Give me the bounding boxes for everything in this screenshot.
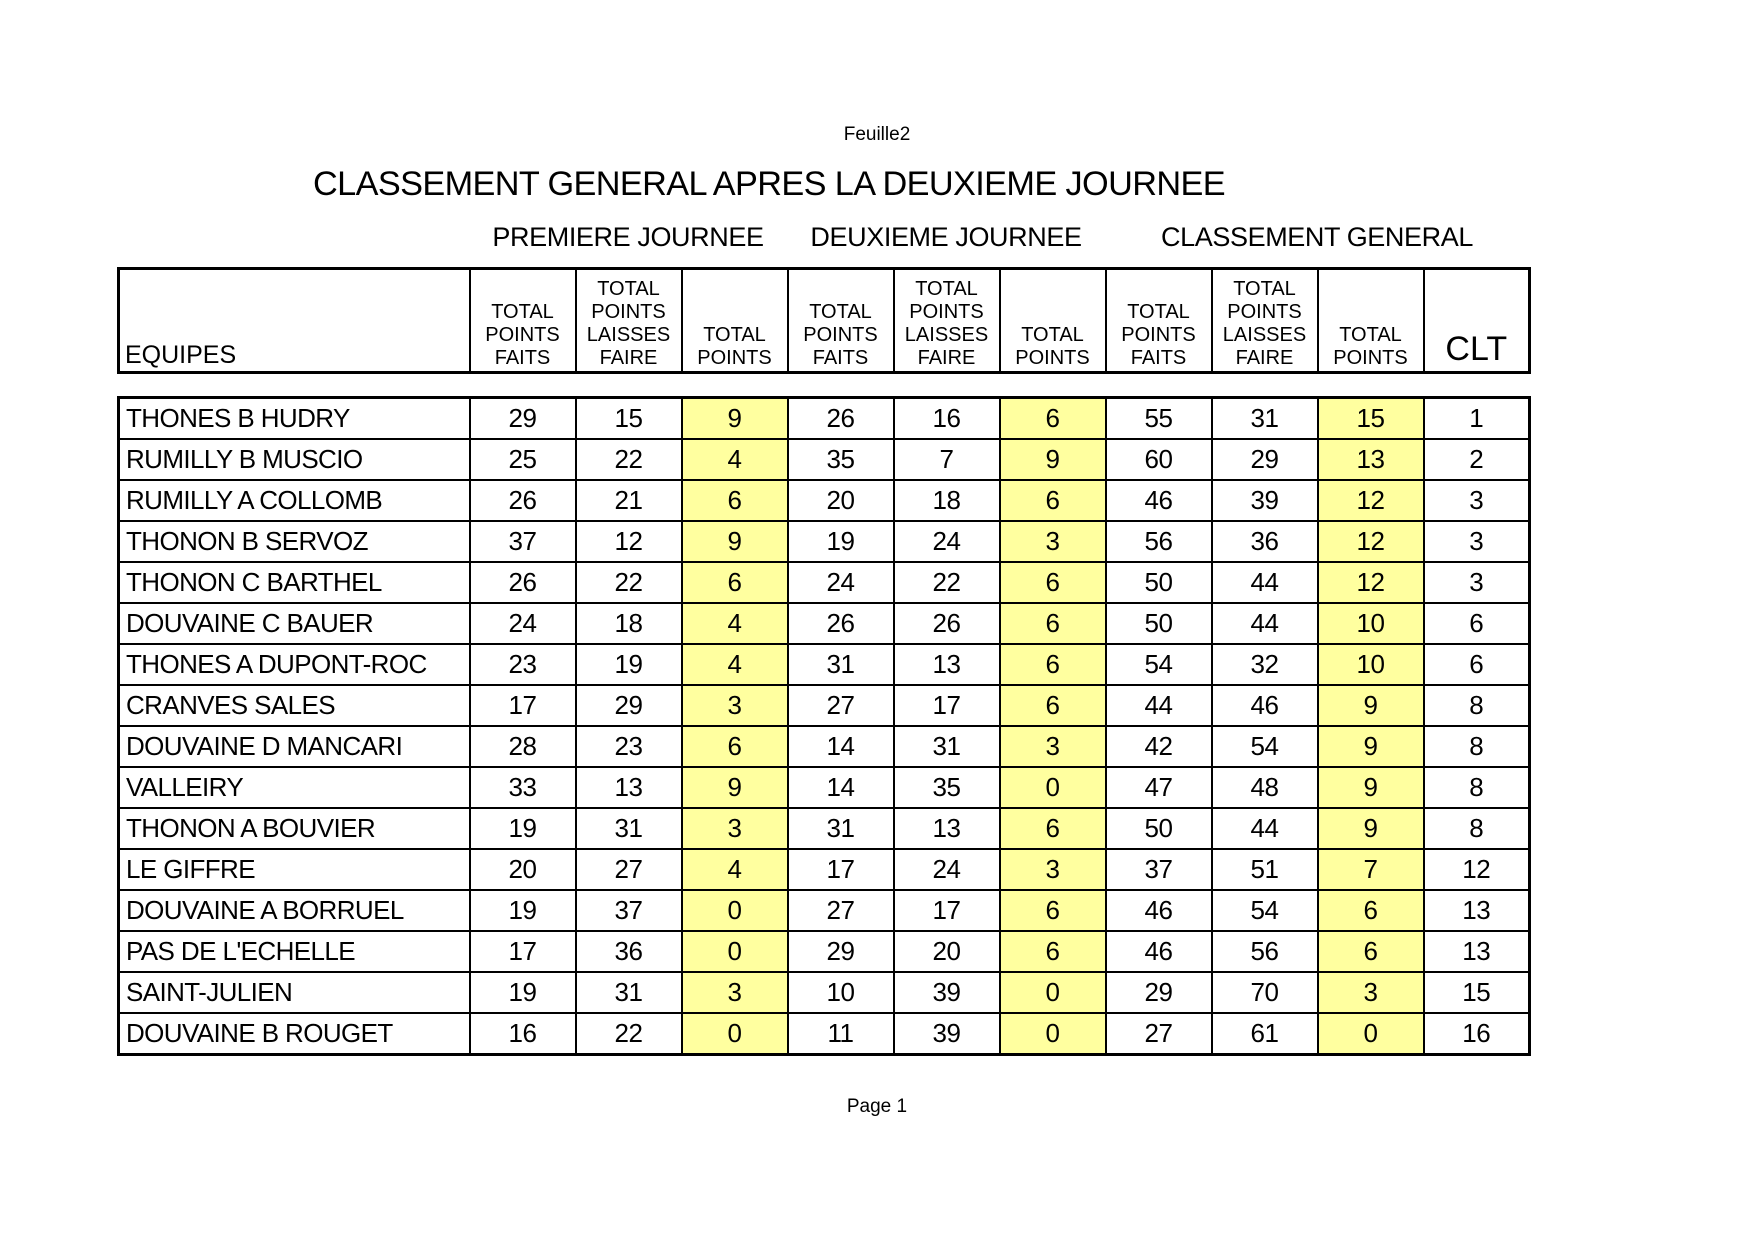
points-laisses-cell-j1: 29 [576, 685, 682, 726]
standings-table [117, 396, 1531, 1056]
total-points-cell-j1: 6 [682, 726, 788, 767]
total-points-cell-j1: 0 [682, 931, 788, 972]
points-laisses-cell-gen: 36 [1212, 521, 1318, 562]
points-faits-cell-j1: 29 [470, 398, 576, 440]
total-points-cell-gen: 13 [1318, 439, 1424, 480]
points-faits-cell-j1: 16 [470, 1013, 576, 1055]
column-header-points-faits-j2 [788, 269, 894, 373]
points-laisses-cell-gen: 54 [1212, 726, 1318, 767]
table-row [119, 398, 1530, 440]
total-points-cell-j2: 6 [1000, 685, 1106, 726]
points-laisses-cell-gen: 32 [1212, 644, 1318, 685]
total-points-cell-gen: 9 [1318, 685, 1424, 726]
points-faits-cell-j1: 28 [470, 726, 576, 767]
total-points-cell-j2: 6 [1000, 931, 1106, 972]
column-header-total-points-j2 [1000, 269, 1106, 373]
header-row [119, 269, 1530, 373]
header-line: POINTS [909, 301, 984, 323]
points-laisses-cell-j1: 31 [576, 972, 682, 1013]
total-points-cell-gen: 10 [1318, 644, 1424, 685]
points-faits-cell-gen: 60 [1106, 439, 1212, 480]
points-faits-cell-j1: 33 [470, 767, 576, 808]
column-header-points-laisses-gen [1212, 269, 1318, 373]
points-laisses-cell-j2: 35 [894, 767, 1000, 808]
points-laisses-cell-gen: 61 [1212, 1013, 1318, 1055]
total-points-cell-j1: 3 [682, 972, 788, 1013]
points-faits-cell-j1: 24 [470, 603, 576, 644]
total-points-cell-j2: 6 [1000, 603, 1106, 644]
points-faits-cell-j2: 19 [788, 521, 894, 562]
points-faits-cell-gen: 50 [1106, 603, 1212, 644]
section-heading-classement-general: CLASSEMENT GENERAL [1161, 222, 1473, 252]
points-laisses-cell-gen: 44 [1212, 603, 1318, 644]
points-faits-cell-gen: 55 [1106, 398, 1212, 440]
points-faits-cell-j2: 14 [788, 767, 894, 808]
total-points-cell-j2: 3 [1000, 521, 1106, 562]
column-header-total-points-j1 [682, 269, 788, 373]
points-faits-cell-gen: 47 [1106, 767, 1212, 808]
total-points-cell-gen: 15 [1318, 398, 1424, 440]
header-line: TOTAL [1339, 324, 1402, 346]
points-laisses-cell-j2: 17 [894, 685, 1000, 726]
column-header-points-faits-gen [1106, 269, 1212, 373]
sheet-name: Feuille2 [843, 124, 911, 145]
rank-cell: 3 [1424, 562, 1530, 603]
points-faits-cell-gen: 37 [1106, 849, 1212, 890]
header-line: TOTAL [1233, 278, 1296, 300]
header-line: FAIRE [1235, 347, 1294, 369]
points-laisses-cell-gen: 46 [1212, 685, 1318, 726]
points-laisses-cell-j2: 39 [894, 972, 1000, 1013]
points-faits-cell-gen: 46 [1106, 890, 1212, 931]
points-laisses-cell-j1: 37 [576, 890, 682, 931]
total-points-cell-j1: 9 [682, 398, 788, 440]
total-points-cell-j1: 9 [682, 767, 788, 808]
rank-cell: 8 [1424, 685, 1530, 726]
team-name-cell: VALLEIRY [119, 767, 470, 808]
total-points-cell-j2: 6 [1000, 890, 1106, 931]
header-line: LAISSES [1222, 324, 1307, 346]
column-header-points-faits-j1 [470, 269, 576, 373]
points-laisses-cell-j2: 20 [894, 931, 1000, 972]
points-faits-cell-gen: 27 [1106, 1013, 1212, 1055]
points-faits-cell-j2: 20 [788, 480, 894, 521]
column-header-total-points-gen [1318, 269, 1424, 373]
points-laisses-cell-j2: 39 [894, 1013, 1000, 1055]
header-line: TOTAL [915, 278, 978, 300]
team-name-cell: THONES B HUDRY [119, 398, 470, 440]
team-name-cell: PAS DE L'ECHELLE [119, 931, 470, 972]
team-name-cell: THONON B SERVOZ [119, 521, 470, 562]
points-faits-cell-gen: 54 [1106, 644, 1212, 685]
header-line: POINTS [697, 347, 772, 369]
total-points-cell-j2: 0 [1000, 972, 1106, 1013]
points-faits-cell-j1: 37 [470, 521, 576, 562]
header-line: POINTS [1015, 347, 1090, 369]
total-points-cell-j2: 3 [1000, 849, 1106, 890]
rank-cell: 8 [1424, 726, 1530, 767]
team-name-cell: SAINT-JULIEN [119, 972, 470, 1013]
points-faits-cell-gen: 44 [1106, 685, 1212, 726]
rank-cell: 3 [1424, 521, 1530, 562]
points-faits-cell-j1: 17 [470, 685, 576, 726]
total-points-cell-gen: 10 [1318, 603, 1424, 644]
table-row [119, 972, 1530, 1013]
points-laisses-cell-j1: 15 [576, 398, 682, 440]
total-points-cell-j2: 6 [1000, 562, 1106, 603]
points-laisses-cell-j1: 27 [576, 849, 682, 890]
points-faits-cell-j1: 17 [470, 931, 576, 972]
table-row [119, 767, 1530, 808]
table-row [119, 521, 1530, 562]
points-laisses-cell-j2: 13 [894, 808, 1000, 849]
total-points-cell-j1: 6 [682, 480, 788, 521]
rank-cell: 13 [1424, 890, 1530, 931]
table-row [119, 603, 1530, 644]
points-laisses-cell-j1: 13 [576, 767, 682, 808]
points-laisses-cell-gen: 44 [1212, 808, 1318, 849]
total-points-cell-j2: 6 [1000, 398, 1106, 440]
points-faits-cell-j2: 26 [788, 398, 894, 440]
table-row [119, 1013, 1530, 1055]
total-points-cell-j2: 9 [1000, 439, 1106, 480]
rank-cell: 3 [1424, 480, 1530, 521]
points-faits-cell-gen: 46 [1106, 480, 1212, 521]
points-laisses-cell-gen: 54 [1212, 890, 1318, 931]
points-laisses-cell-j1: 21 [576, 480, 682, 521]
team-name-cell: THONON C BARTHEL [119, 562, 470, 603]
total-points-cell-j2: 0 [1000, 767, 1106, 808]
rank-cell: 16 [1424, 1013, 1530, 1055]
points-faits-cell-j2: 26 [788, 603, 894, 644]
team-name-cell: LE GIFFRE [119, 849, 470, 890]
points-faits-cell-j2: 27 [788, 685, 894, 726]
points-faits-cell-j1: 26 [470, 480, 576, 521]
points-laisses-cell-j2: 17 [894, 890, 1000, 931]
page-number: Page 1 [846, 1096, 908, 1117]
header-line: TOTAL [491, 301, 554, 323]
total-points-cell-gen: 12 [1318, 562, 1424, 603]
total-points-cell-j1: 0 [682, 890, 788, 931]
points-faits-cell-j2: 10 [788, 972, 894, 1013]
total-points-cell-j2: 0 [1000, 1013, 1106, 1055]
points-faits-cell-gen: 29 [1106, 972, 1212, 1013]
points-laisses-cell-j1: 22 [576, 1013, 682, 1055]
total-points-cell-gen: 9 [1318, 808, 1424, 849]
total-points-cell-j1: 0 [682, 1013, 788, 1055]
points-faits-cell-j2: 14 [788, 726, 894, 767]
points-laisses-cell-gen: 39 [1212, 480, 1318, 521]
table-row [119, 849, 1530, 890]
points-laisses-cell-gen: 48 [1212, 767, 1318, 808]
total-points-cell-j1: 6 [682, 562, 788, 603]
total-points-cell-gen: 3 [1318, 972, 1424, 1013]
points-faits-cell-j1: 20 [470, 849, 576, 890]
table-row [119, 931, 1530, 972]
points-faits-cell-j2: 11 [788, 1013, 894, 1055]
points-laisses-cell-j1: 31 [576, 808, 682, 849]
points-faits-cell-gen: 50 [1106, 808, 1212, 849]
points-laisses-cell-gen: 70 [1212, 972, 1318, 1013]
total-points-cell-gen: 12 [1318, 521, 1424, 562]
points-faits-cell-j1: 25 [470, 439, 576, 480]
header-line: FAIRE [917, 347, 976, 369]
table-row [119, 480, 1530, 521]
table-row [119, 685, 1530, 726]
points-faits-cell-j2: 17 [788, 849, 894, 890]
header-line: TOTAL [703, 324, 766, 346]
points-laisses-cell-j1: 19 [576, 644, 682, 685]
page-title: CLASSEMENT GENERAL APRES LA DEUXIEME JOURNEE [313, 165, 1225, 203]
header-line: TOTAL [1021, 324, 1084, 346]
team-name-cell: THONES A DUPONT-ROC [119, 644, 470, 685]
points-laisses-cell-j2: 31 [894, 726, 1000, 767]
rank-cell: 15 [1424, 972, 1530, 1013]
total-points-cell-j1: 4 [682, 644, 788, 685]
header-line: POINTS [1227, 301, 1302, 323]
points-laisses-cell-j2: 26 [894, 603, 1000, 644]
points-laisses-cell-j1: 23 [576, 726, 682, 767]
points-laisses-cell-j2: 7 [894, 439, 1000, 480]
points-faits-cell-j1: 19 [470, 808, 576, 849]
points-laisses-cell-gen: 31 [1212, 398, 1318, 440]
total-points-cell-gen: 6 [1318, 890, 1424, 931]
column-header-points-laisses-j1 [576, 269, 682, 373]
header-line: TOTAL [597, 278, 660, 300]
total-points-cell-gen: 9 [1318, 767, 1424, 808]
points-faits-cell-j2: 31 [788, 644, 894, 685]
rank-cell: 8 [1424, 767, 1530, 808]
rank-cell: 6 [1424, 644, 1530, 685]
team-name-cell: DOUVAINE B ROUGET [119, 1013, 470, 1055]
points-laisses-cell-j2: 24 [894, 521, 1000, 562]
team-name-cell: CRANVES SALES [119, 685, 470, 726]
rank-cell: 8 [1424, 808, 1530, 849]
header-line: POINTS [1333, 347, 1408, 369]
points-laisses-cell-gen: 51 [1212, 849, 1318, 890]
total-points-cell-j1: 3 [682, 685, 788, 726]
team-name-cell: DOUVAINE C BAUER [119, 603, 470, 644]
total-points-cell-j2: 6 [1000, 644, 1106, 685]
total-points-cell-gen: 9 [1318, 726, 1424, 767]
total-points-cell-gen: 6 [1318, 931, 1424, 972]
team-name-cell: DOUVAINE A BORRUEL [119, 890, 470, 931]
points-faits-cell-j2: 35 [788, 439, 894, 480]
points-faits-cell-j1: 23 [470, 644, 576, 685]
section-heading-premiere-journee: PREMIERE JOURNEE [492, 222, 764, 252]
header-line: POINTS [803, 324, 878, 346]
rank-cell: 6 [1424, 603, 1530, 644]
header-table [117, 267, 1531, 374]
points-faits-cell-gen: 56 [1106, 521, 1212, 562]
points-faits-cell-gen: 42 [1106, 726, 1212, 767]
points-laisses-cell-j1: 22 [576, 562, 682, 603]
rank-cell: 12 [1424, 849, 1530, 890]
rank-cell: 2 [1424, 439, 1530, 480]
points-laisses-cell-j1: 36 [576, 931, 682, 972]
header-line: TOTAL [809, 301, 872, 323]
points-laisses-cell-j1: 12 [576, 521, 682, 562]
points-laisses-cell-gen: 44 [1212, 562, 1318, 603]
total-points-cell-gen: 0 [1318, 1013, 1424, 1055]
section-heading-deuxieme-journee: DEUXIEME JOURNEE [810, 222, 1082, 252]
points-laisses-cell-gen: 29 [1212, 439, 1318, 480]
header-line: POINTS [1121, 324, 1196, 346]
total-points-cell-j1: 4 [682, 439, 788, 480]
table-row [119, 439, 1530, 480]
points-faits-cell-j2: 29 [788, 931, 894, 972]
total-points-cell-gen: 12 [1318, 480, 1424, 521]
table-row [119, 644, 1530, 685]
total-points-cell-j1: 4 [682, 603, 788, 644]
total-points-cell-j1: 9 [682, 521, 788, 562]
team-name-cell: RUMILLY B MUSCIO [119, 439, 470, 480]
team-name-cell: DOUVAINE D MANCARI [119, 726, 470, 767]
points-laisses-cell-gen: 56 [1212, 931, 1318, 972]
header-line: FAITS [1130, 347, 1187, 369]
points-laisses-cell-j1: 18 [576, 603, 682, 644]
points-faits-cell-j1: 19 [470, 890, 576, 931]
total-points-cell-j2: 6 [1000, 808, 1106, 849]
table-row [119, 562, 1530, 603]
points-laisses-cell-j2: 16 [894, 398, 1000, 440]
table-row [119, 890, 1530, 931]
points-faits-cell-j1: 26 [470, 562, 576, 603]
header-line: LAISSES [586, 324, 671, 346]
column-header-points-laisses-j2 [894, 269, 1000, 373]
header-line: TOTAL [1127, 301, 1190, 323]
header-line: FAIRE [599, 347, 658, 369]
rank-cell: 13 [1424, 931, 1530, 972]
table-row [119, 726, 1530, 767]
total-points-cell-gen: 7 [1318, 849, 1424, 890]
points-laisses-cell-j2: 18 [894, 480, 1000, 521]
column-header-teams: EQUIPES [119, 269, 470, 373]
header-line: FAITS [812, 347, 869, 369]
total-points-cell-j1: 3 [682, 808, 788, 849]
header-line: FAITS [494, 347, 551, 369]
header-line: LAISSES [904, 324, 989, 346]
points-laisses-cell-j2: 13 [894, 644, 1000, 685]
column-header-rank: CLT [1424, 269, 1530, 373]
total-points-cell-j2: 6 [1000, 480, 1106, 521]
header-line: POINTS [591, 301, 666, 323]
points-laisses-cell-j2: 24 [894, 849, 1000, 890]
rank-cell: 1 [1424, 398, 1530, 440]
team-name-cell: THONON A BOUVIER [119, 808, 470, 849]
points-faits-cell-j2: 24 [788, 562, 894, 603]
points-laisses-cell-j2: 22 [894, 562, 1000, 603]
points-faits-cell-j2: 27 [788, 890, 894, 931]
team-name-cell: RUMILLY A COLLOMB [119, 480, 470, 521]
header-line: POINTS [485, 324, 560, 346]
points-faits-cell-gen: 50 [1106, 562, 1212, 603]
total-points-cell-j2: 3 [1000, 726, 1106, 767]
points-faits-cell-j2: 31 [788, 808, 894, 849]
points-faits-cell-j1: 19 [470, 972, 576, 1013]
table-row [119, 808, 1530, 849]
points-laisses-cell-j1: 22 [576, 439, 682, 480]
points-faits-cell-gen: 46 [1106, 931, 1212, 972]
total-points-cell-j1: 4 [682, 849, 788, 890]
